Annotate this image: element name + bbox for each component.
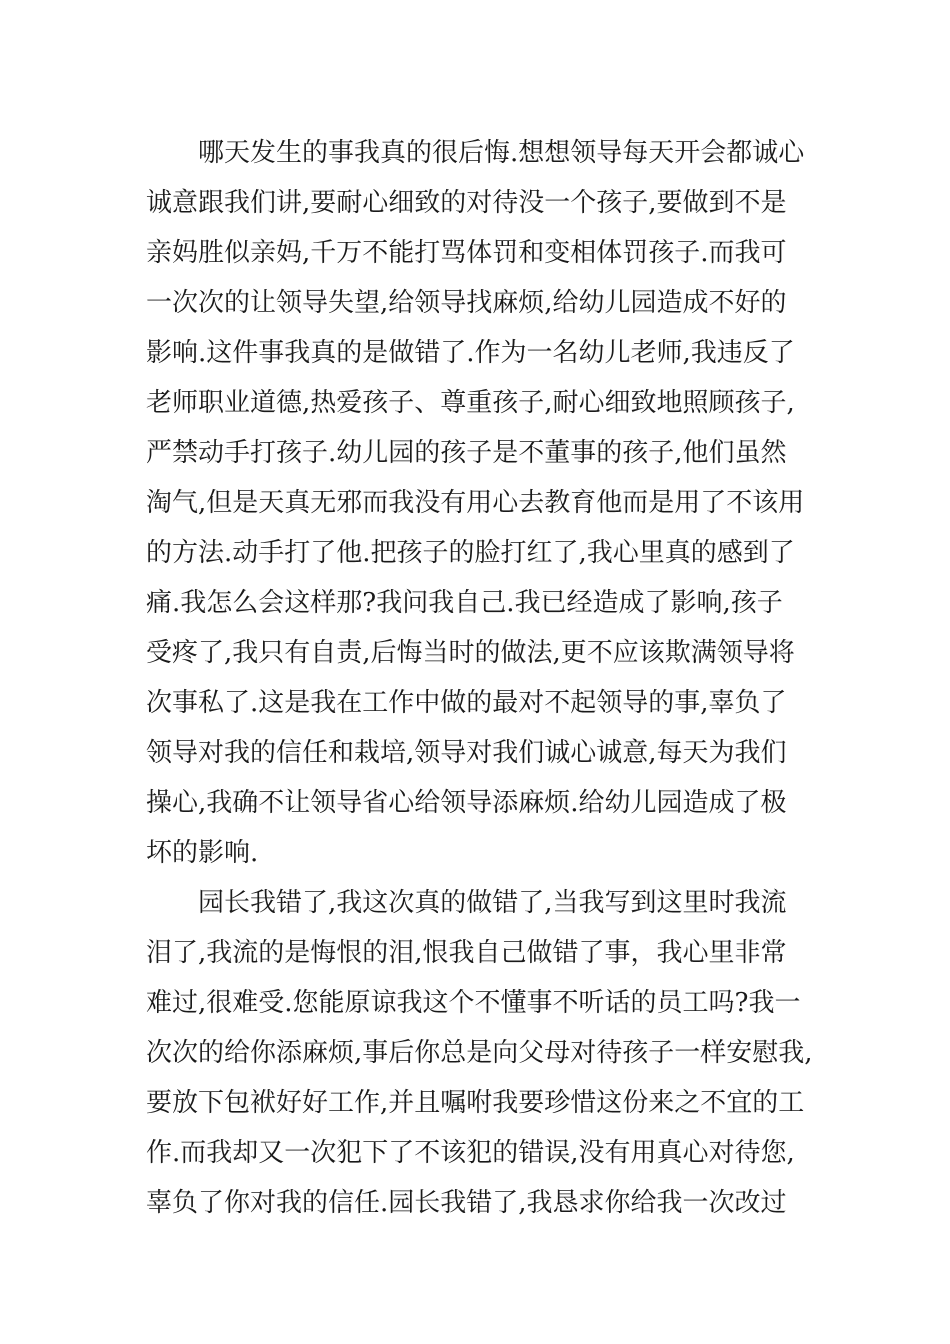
text-line: 领导对我的信任和栽培,领导对我们诚心诚意,每天为我们 <box>146 738 787 768</box>
letter-body <box>146 128 813 1228</box>
text-line: 诚意跟我们讲,要耐心细致的对待没一个孩子,要做到不是 <box>146 188 787 218</box>
text-line: 的方法.动手打了他.把孩子的脸打红了,我心里真的感到了 <box>146 538 795 568</box>
text-line: 淘气,但是天真无邪而我没有用心去教育他而是用了不该用 <box>146 488 805 518</box>
text-line: 受疼了,我只有自责,后悔当时的做法,更不应该欺满领导将 <box>146 638 795 668</box>
text-line: 一次次的让领导失望,给领导找麻烦,给幼儿园造成不好的 <box>146 288 787 318</box>
text-line: 操心,我确不让领导省心给领导添麻烦.给幼儿园造成了极 <box>146 788 787 818</box>
text-line: 园长我错了,我这次真的做错了,当我写到这里时我流 <box>198 888 787 918</box>
text-line: 难过,很难受.您能原谅我这个不懂事不听话的员工吗?我一 <box>146 988 801 1018</box>
text-line: 痛.我怎么会这样那?我问我自己.我已经造成了影响,孩子 <box>146 588 783 618</box>
text-line: 要放下包袱好好工作,并且嘱咐我要珍惜这份来之不宜的工 <box>146 1088 805 1118</box>
paragraph-2 <box>146 878 813 1228</box>
text-line: 严禁动手打孩子.幼儿园的孩子是不董事的孩子,他们虽然 <box>146 438 787 468</box>
text-line: 影响.这件事我真的是做错了.作为一名幼儿老师,我违反了 <box>146 338 795 368</box>
text-line: 辜负了你对我的信任.园长我错了,我恳求你给我一次改过 <box>146 1188 787 1218</box>
text-line: 次事私了.这是我在工作中做的最对不起领导的事,辜负了 <box>146 688 787 718</box>
text-line: 作.而我却又一次犯下了不该犯的错误,没有用真心对待您, <box>146 1138 795 1168</box>
text-line: 哪天发生的事我真的很后悔.想想领导每天开会都诚心 <box>198 138 805 168</box>
text-line: 次次的给你添麻烦,事后你总是向父母对待孩子一样安慰我, <box>146 1038 813 1068</box>
text-line: 坏的影响. <box>146 838 259 868</box>
text-line: 泪了,我流的是悔恨的泪,恨我自己做错了事，我心里非常 <box>146 938 787 968</box>
text-line: 老师职业道德,热爱孩子、尊重孩子,耐心细致地照顾孩子, <box>146 388 795 418</box>
paragraph-1 <box>146 128 806 878</box>
text-line: 亲妈胜似亲妈,千万不能打骂体罚和变相体罚孩子.而我可 <box>146 238 787 268</box>
